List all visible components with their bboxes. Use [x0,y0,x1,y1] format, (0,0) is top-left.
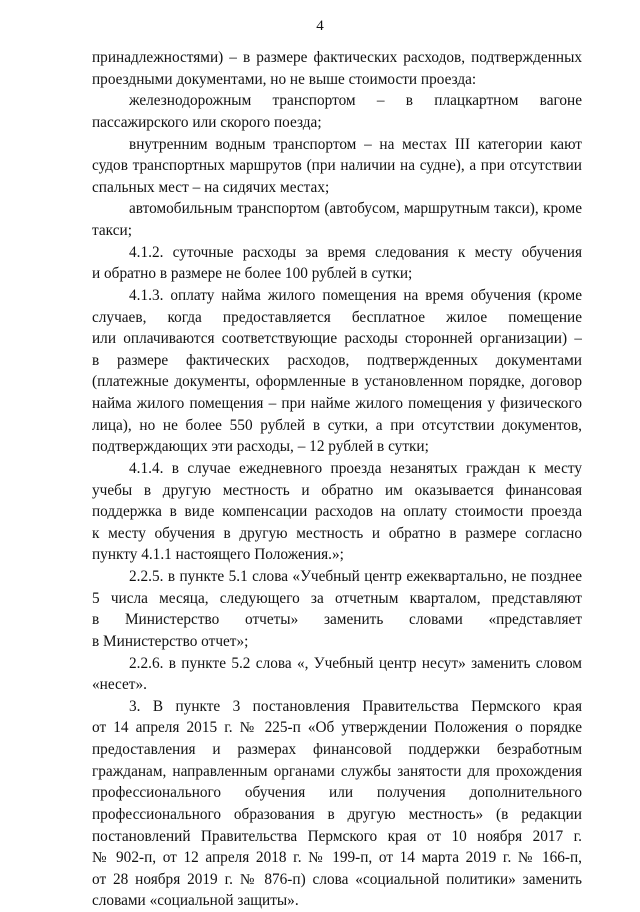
text-line: 4.1.3. оплату найма жилого помещения на время обучения (кроме [129,286,582,304]
text-line: автомобильным транспортом (автобусом, маршрутным такси), кроме [129,200,582,218]
text-line: поддержка в виде компенсации расходов на оплату стоимости проезда [92,503,582,521]
text-line: (платежные документы, оформленные в установленном порядке, договор [92,373,582,391]
text-line: такси; [92,222,132,239]
text-line: предоставления и размерах финансовой поддержки безработным [92,741,582,758]
text-line: словами «социальной защиты». [92,892,299,910]
text-line: постановлений Правительства Пермского края от 10 ноября 2017 г. [92,827,582,845]
text-line: пункту 4.1.1 настоящего Положения.»; [92,546,344,564]
text-line: принадлежностями) – в размере фактических расходов, подтвержденных [92,49,582,66]
text-line: пассажирского или скорого поезда; [92,113,322,131]
text-line: в размере фактических расходов, подтвержденных документами [92,351,582,369]
text-line: в Министерство отчеты» заменить словами «представляет [92,611,582,629]
text-line: железнодорожным транспортом – в плацкартном вагоне [129,92,582,110]
text-line: судов транспортных маршрутов (при наличии на судне), а при отсутствии [92,157,582,175]
text-line: внутренним водным транспортом – на местах III категории кают [129,135,582,153]
text-line: 5 числа месяца, следующего за отчетным кварталом, представляют [92,589,582,607]
text-line: 2.2.6. в пункте 5.2 слова «, Учебный центр несут» заменить словом [129,654,582,672]
document-body [92,47,582,912]
text-line: «несет». [92,676,147,694]
text-line: от 28 ноября 2019 г. № 876-п) слова «социальной политики» заменить [92,870,582,888]
text-line: лица), но не более 550 рублей в сутки, а при отсутствии документов, [92,416,582,434]
text-line: к месту обучения в другую местность и обратно в размере согласно [92,524,582,542]
text-line: от 14 апреля 2015 г. № 225-п «Об утверждении Положения о порядке [92,719,582,737]
page-number: 4 [316,18,324,34]
text-line: профессионального образования в другую местность» (в редакции [92,805,582,823]
text-line: № 902-п, от 12 апреля 2018 г. № 199-п, от 14 марта 2019 г. № 166-п, [92,849,582,867]
text-line: в Министерство отчет»; [92,632,249,650]
text-line: 4.1.2. суточные расходы за время следования к месту обучения [129,243,582,261]
text-line: 4.1.4. в случае ежедневного проезда незанятых граждан к месту [129,459,582,477]
text-line: или оплачиваются соответствующие расходы сторонней организации) – [92,330,582,348]
text-line: подтверждающих эти расходы, – 12 рублей в сутки; [92,438,429,456]
text-line: спальных мест – на сидячих местах; [92,178,330,196]
text-line: 3. В пункте 3 постановления Правительства Пермского края [129,697,582,715]
text-line: гражданам, направленным органами службы занятости для прохождения [92,762,582,780]
text-line: проездными документами, но не выше стоимости проезда: [92,70,477,88]
text-line: найма жилого помещения – при найме жилого помещения у физического [92,395,582,412]
text-line: и обратно в размере не более 100 рублей в сутки; [92,265,413,283]
text-line: случаев, когда предоставляется бесплатное жилое помещение [92,308,582,326]
text-line: профессионального обучения или получения дополнительного [92,784,582,802]
text-line: учебы в другую местность и обратно им оказывается финансовая [92,481,582,499]
text-line: 2.2.5. в пункте 5.1 слова «Учебный центр ежеквартально, не позднее [129,568,582,585]
